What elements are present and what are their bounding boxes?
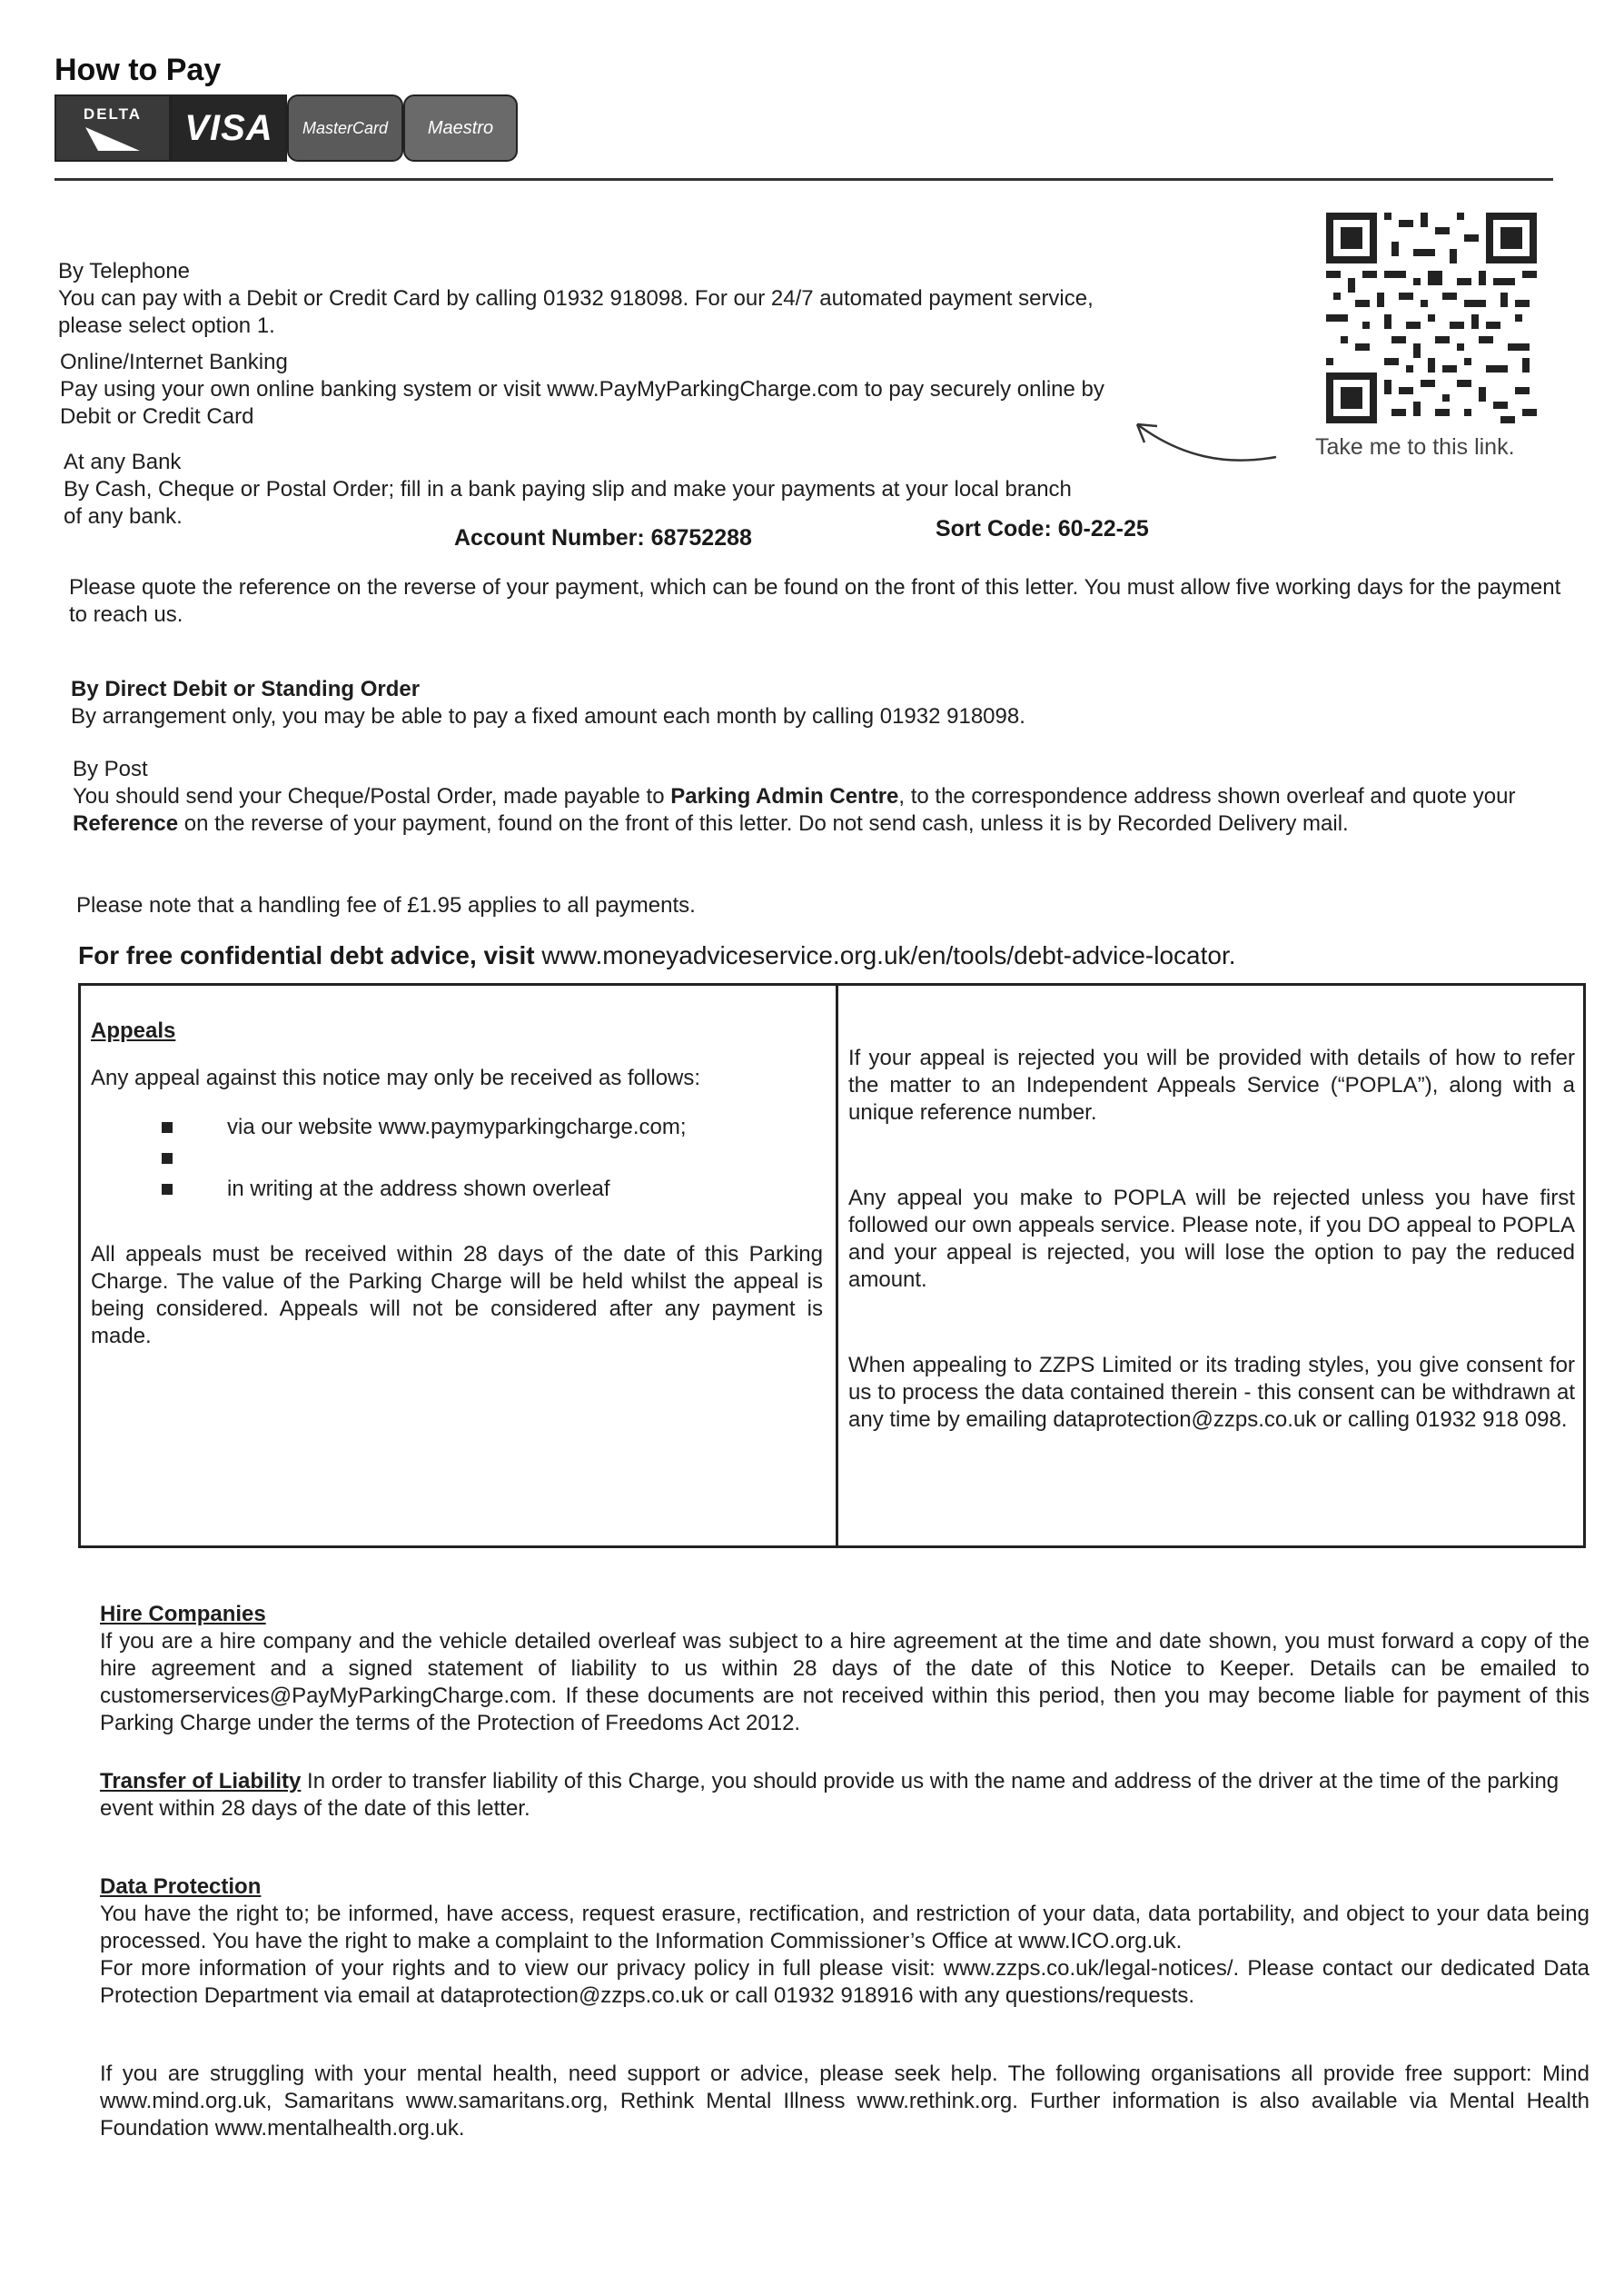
online-heading: Online/Internet Banking [60, 350, 288, 374]
appeals-methods-list [91, 1112, 823, 1205]
transfer-liability-section [100, 1768, 1589, 1823]
post-text [73, 783, 1580, 838]
list-item [91, 1174, 823, 1205]
bullet-icon [162, 1153, 173, 1164]
qr-code[interactable] [1326, 213, 1537, 423]
data-protection-text: You have the right to; be informed, have access, request erasure, rectification, and restriction of your data, data portability, and object to your data being processed. You have the right to make a complaint to the Information Commissioner’s Office at www.ICO.org.uk. [100, 1902, 1589, 1953]
telephone-section [58, 258, 1148, 340]
appeal-method-writing: in writing at the address shown overleaf [227, 1177, 610, 1201]
telephone-text: You can pay with a Debit or Credit Card by calling 01932 918098. For our 24/7 automated payment service, please select option 1. [58, 286, 1094, 338]
appeals-column-divider [836, 983, 838, 1548]
data-protection-heading: Data Protection [100, 1874, 262, 1899]
post-heading: By Post [73, 757, 148, 781]
data-protection-section [100, 1873, 1589, 2010]
popla-rejected-text: If your appeal is rejected you will be provided with details of how to refer the matter to an Independent Appeals Service (“POPLA”), along with a unique reference number. [848, 1046, 1575, 1125]
telephone-heading: By Telephone [58, 259, 191, 283]
appeals-deadline: All appeals must be received within 28 days of the date of this Parking Charge. The value of the Parking Charge will be held whilst the appeal is being considered. Appeals will not be considered after any payment is made. [91, 1242, 823, 1348]
transfer-heading: Transfer of Liability [100, 1769, 302, 1793]
hire-companies-section [100, 1601, 1589, 1737]
list-item [91, 1143, 823, 1174]
account-number: Account Number: 68752288 [454, 525, 752, 551]
mental-health-note: If you are struggling with your mental health, need support or advice, please seek help. The following organisations all provide free support: Mind www.mind.org.uk, Samaritans www.samaritans.org, Rethink Mental Illness www.rethink.org. Further information is also available via Mental Health Foundation www.mentalhealth.org.uk. [100, 2062, 1589, 2141]
transfer-text: In order to transfer liability of this Charge, you should provide us with the name and address of the driver at the time of the parking event within 28 days of the date of this letter. [100, 1769, 1560, 1821]
direct-debit-text: By arrangement only, you may be able to pay a fixed amount each month by calling 01932 918098. [71, 704, 1025, 729]
debt-advice-link[interactable]: www.moneyadviceservice.org.uk/en/tools/debt-advice-locator. [534, 941, 1236, 969]
appeals-left-column [91, 1018, 823, 1350]
mastercard-logo: MasterCard [287, 94, 403, 162]
list-item [91, 1112, 823, 1143]
debt-advice [78, 941, 1236, 970]
consent-text: When appealing to ZZPS Limited or its trading styles, you give consent for us to process the data contained therein - this consent can be withdrawn at any time by emailing dataprotection@zzps.co.uk or calling 01932 918 098. [848, 1353, 1575, 1432]
header-divider [54, 178, 1553, 181]
appeals-heading: Appeals [91, 1018, 176, 1043]
direct-debit-heading: By Direct Debit or Standing Order [71, 677, 421, 701]
bank-text: By Cash, Cheque or Postal Order; fill in a bank paying slip and make your payments at your local branch of any bank. [64, 477, 1072, 529]
maestro-logo: Maestro [403, 94, 518, 162]
post-text-a: You should send your Cheque/Postal Order, made payable to [73, 784, 671, 809]
hire-text: If you are a hire company and the vehicle detailed overleaf was subject to a hire agreement at the time and date shown, you must forward a copy of the hire agreement and a signed statement of liability to us within 28 days of the date of this Notice to Keeper. Details can be emailed to customerservices@PayMyParkingCharge.com. If these documents are not received within this period, then you may become liable for payment of this Parking Charge under the terms of the Protection of Freedoms Act 2012. [100, 1629, 1589, 1735]
online-text: Pay using your own online banking system or visit www.PayMyParkingCharge.com to pay securely online by Debit or Credit Card [60, 377, 1104, 429]
direct-debit-section [71, 676, 1524, 730]
debt-advice-lead: For free confidential debt advice, visit [78, 941, 535, 969]
reference-note: Please quote the reference on the reverse of your payment, which can be found on the front of this letter. You must allow five working days for the payment to reach us. [69, 575, 1561, 627]
post-text-b: , to the correspondence address shown overleaf and quote your [898, 784, 1516, 809]
post-section [73, 756, 1580, 838]
post-text-c: on the reverse of your payment, found on the front of this letter. Do not send cash, unless it is by Recorded Delivery mail. [178, 811, 1349, 836]
card-logos [54, 94, 518, 162]
bullet-icon [162, 1122, 173, 1133]
bullet-icon [162, 1184, 173, 1195]
hire-heading: Hire Companies [100, 1602, 266, 1626]
visa-logo: VISA [171, 94, 287, 162]
appeals-intro: Any appeal against this notice may only be received as follows: [91, 1066, 701, 1090]
post-reference: Reference [73, 811, 179, 836]
appeal-method-website: via our website www.paymyparkingcharge.com; [227, 1115, 687, 1139]
appeals-right-column [848, 1045, 1575, 1434]
sort-code: Sort Code: 60-22-25 [936, 516, 1149, 541]
page-title: How to Pay [54, 53, 222, 87]
qr-caption: Take me to this link. [1315, 434, 1515, 460]
delta-logo [54, 94, 171, 162]
post-payee: Parking Admin Centre [670, 784, 899, 809]
popla-rule-text: Any appeal you make to POPLA will be rejected unless you have first followed our own appeals service. Please note, if you DO appeal to POPLA and your appeal is rejected, you will lose the option to pay the reduced amount. [848, 1186, 1575, 1292]
online-banking-section [60, 349, 1150, 431]
data-protection-more: For more information of your rights and to view our privacy policy in full please visit: www.zzps.co.uk/legal-notices/. Please contact our dedicated Data Protection Department via email at dataprotection@zzps.co.uk or call 01932 918916 with any questions/requests. [100, 1956, 1589, 2008]
bank-heading: At any Bank [64, 450, 182, 474]
delta-swoosh-icon [85, 124, 140, 151]
handling-fee-note: Please note that a handling fee of £1.95 applies to all payments. [76, 893, 696, 918]
delta-logo-text: DELTA [83, 105, 143, 123]
